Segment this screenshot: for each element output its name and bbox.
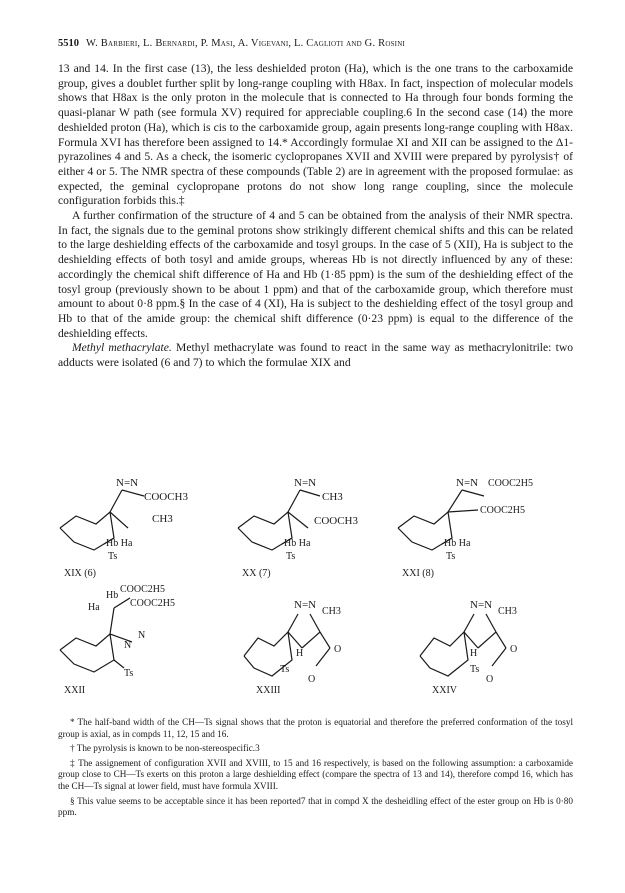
xix-ester: COOCH3 <box>144 491 189 503</box>
xx-azo: N=N <box>294 477 317 489</box>
footnote-section: § This value seems to be acceptable since it has been reported7 that in compd X the desheidling effect of the ester group on Hb is 0·80 ppm. <box>58 795 573 818</box>
xxiii-h: H <box>296 648 304 659</box>
section-run-in-heading: Methyl methacrylate. <box>72 341 172 355</box>
xxiii-tosyl: Ts <box>280 664 290 675</box>
xxi-label: XXI (8) <box>402 568 434 579</box>
xxii-ha: Ha <box>88 602 100 613</box>
xxiv-label: XXIV <box>432 685 457 696</box>
xxiv-azo: N=N <box>470 599 493 611</box>
formula-XIX <box>60 477 189 579</box>
xxiv-methyl: CH3 <box>498 606 517 617</box>
structure-formulae <box>58 466 573 701</box>
xxiii-methyl: CH3 <box>322 606 341 617</box>
paragraph-3-text: Methyl methacrylate was found to react in the same way as methacrylonitrile: two adducts were isolated (6 and 7) to which the formulae XIX and <box>58 341 573 370</box>
xxi-ester-1: COOC2H5 <box>488 478 534 489</box>
running-header <box>58 38 573 54</box>
footnote-double-dagger: ‡ The assignement of configuration XVII and XVIII, to 15 and 16 respectively, is based on the following assumption: a carboxamide group close to CH—Ts exerts on this proton a large deshielding effect (compare the spectra of 13 and 14), therefore compd 16, which has the CH—Ts signal at lower field, must have formula XVIII. <box>58 757 573 791</box>
xxii-tosyl: Ts <box>124 668 134 679</box>
xxiii-label: XXIII <box>256 685 281 696</box>
xix-tosyl: Ts <box>108 551 118 562</box>
xix-azo: N=N <box>116 477 139 489</box>
xxi-protons: Hb Ha <box>444 538 471 549</box>
xxiv-tosyl: Ts <box>470 664 480 675</box>
xx-tosyl: Ts <box>286 551 296 562</box>
xx-methyl: CH3 <box>322 491 343 503</box>
xxi-ester-2: COOC2H5 <box>480 505 526 516</box>
xxiv-ring-o: O <box>486 674 494 685</box>
footnote-dagger: † The pyrolysis is known to be non-stereospecific.3 <box>70 743 260 754</box>
paragraph-1: 13 and 14. In the first case (13), the less deshielded proton (Ha), which is the one trans to the carboxamide group, gives a doublet further split by long-range coupling with H8ax. In fact, inspection of molecular models shows that H8ax is the only proton in the molecule that is connected to Ha through four bonds forming the quasi-planar W path (see formula XV) required for appreciable coupling.6 In the second case (14) the more deshielded proton (Ha), which is cis to the carboxamide group, again presents long-range coupling with H8ax. Formula XVI has therefore been assigned to 14.* Accordingly formulae XI and XII can be assigned to the Δ1-pyrazolines 4 and 5. As a check, the isomeric cyclopropanes XVII and XVIII were prepared by pyrolysis† of either 4 or 5. The NMR spectra of these compounds (Table 2) are in agreement with the proposed formulae: as expected, the geminal cyclopropane protons do not show long range coupling, since the molecule configuration forbids this.‡ <box>58 62 573 208</box>
xxiii-ring-o: O <box>308 674 316 685</box>
xxiv-oxo: O <box>510 644 518 655</box>
xx-label: XX (7) <box>242 568 271 579</box>
xxii-label: XXII <box>64 685 86 696</box>
xxiii-oxo: O <box>334 644 342 655</box>
formula-XXIII <box>244 599 341 696</box>
xix-protons: Hb Ha <box>106 538 133 549</box>
footnote-asterisk: * The half-band width of the CH—Ts signal shows that the proton is equatorial and therefore the preferred conformation of the tosyl group is axial, as in compds 11, 12, 15 and 16. <box>58 717 573 739</box>
xxiv-h: H <box>470 648 478 659</box>
formula-XX <box>238 477 359 579</box>
paragraph-3 <box>58 341 573 370</box>
formula-XXII <box>60 584 175 696</box>
xix-label: XIX (6) <box>64 568 96 579</box>
xxi-tosyl: Ts <box>446 551 456 562</box>
formula-XXIV <box>420 599 517 696</box>
xxii-hb: Hb <box>106 590 119 601</box>
paragraph-2: A further confirmation of the structure of 4 and 5 can be obtained from the analysis of their NMR spectra. In fact, the signals due to the geminal protons show strikingly different chemical shifts and this can be related to the large deshielding effects of the carboxamide and tosyl groups. In the case of 5 (XII), Ha is subject to the deshielding effects of both tosyl and amide groups, whereas Hb is not directly influenced by any of these: accordingly the chemical shift difference of Ha and Hb (1·85 ppm) is the sum of the deshielding effect of the tosyl group (previously shown to be about 1 ppm) and that of the carboxamide group, which therefore must amount to about 0·8 ppm.§ In the case of 4 (XI), Ha is subject to the deshielding effect of the tosyl group and Hb to that of the amide group: the chemical shift difference (0·23 ppm) is equal to the difference of the deshielding effects. <box>58 209 573 340</box>
xix-methyl: CH3 <box>152 513 173 525</box>
xxii-ester-2: COOC2H5 <box>130 598 176 609</box>
formula-XXI <box>398 477 533 579</box>
page-number: 5510 <box>58 38 79 49</box>
xxi-azo: N=N <box>456 477 479 489</box>
xxii-n1: N <box>138 630 146 641</box>
xxiii-azo: N=N <box>294 599 317 611</box>
xxii-n2: N <box>124 640 132 651</box>
xx-protons: Hb Ha <box>284 538 311 549</box>
formulae-drawing <box>58 466 573 701</box>
xx-ester: COOCH3 <box>314 515 359 527</box>
author-line: W. Barbieri, L. Bernardi, P. Masi, A. Vigevani, L. Caglioti and G. Rosini <box>86 38 405 49</box>
footnotes <box>58 717 573 822</box>
xxii-ester-1: COOC2H5 <box>120 584 166 595</box>
body-text <box>58 62 573 371</box>
